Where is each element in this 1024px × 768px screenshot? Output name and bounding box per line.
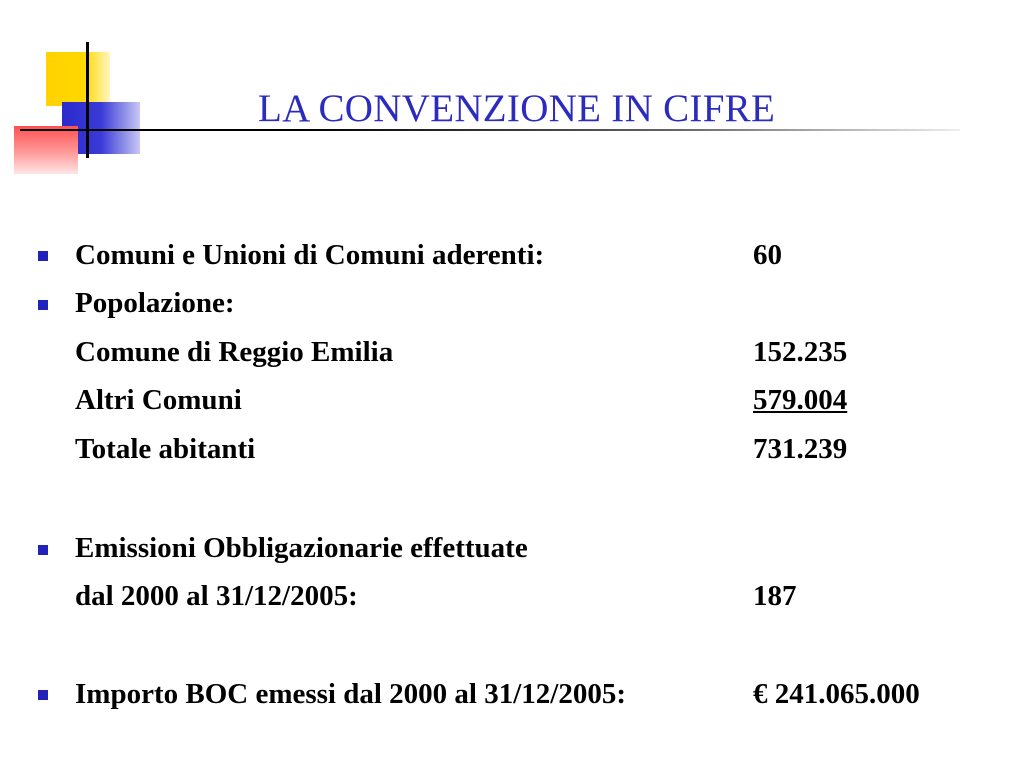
bullet-icon <box>38 300 48 310</box>
emissioni-label-line2: dal 2000 al 31/12/2005: <box>75 580 358 612</box>
reggio-value: 152.235 <box>753 336 848 368</box>
slide-title: LA CONVENZIONE IN CIFRE <box>258 87 776 130</box>
emissioni-value: 187 <box>753 580 797 612</box>
bullet-icon <box>38 251 48 261</box>
bullet-icon <box>38 690 48 700</box>
logo-red-square <box>14 126 78 174</box>
altri-comuni-label: Altri Comuni <box>75 384 242 416</box>
totale-label: Totale abitanti <box>75 433 256 465</box>
popolazione-label: Popolazione: <box>75 287 235 319</box>
importo-value: € 241.065.000 <box>753 678 920 710</box>
logo-vertical-line <box>86 42 89 158</box>
reggio-label: Comune di Reggio Emilia <box>75 336 394 368</box>
logo-yellow-square <box>46 52 110 106</box>
altri-comuni-value: 579.004 <box>753 384 848 416</box>
totale-value: 731.239 <box>753 433 848 465</box>
bullet-icon <box>38 545 48 555</box>
emissioni-label-line1: Emissioni Obbligazionarie effettuate <box>75 532 528 564</box>
comuni-value: 60 <box>753 239 782 271</box>
comuni-label: Comuni e Unioni di Comuni aderenti: <box>75 239 545 271</box>
importo-label: Importo BOC emessi dal 2000 al 31/12/2005: <box>75 678 626 710</box>
